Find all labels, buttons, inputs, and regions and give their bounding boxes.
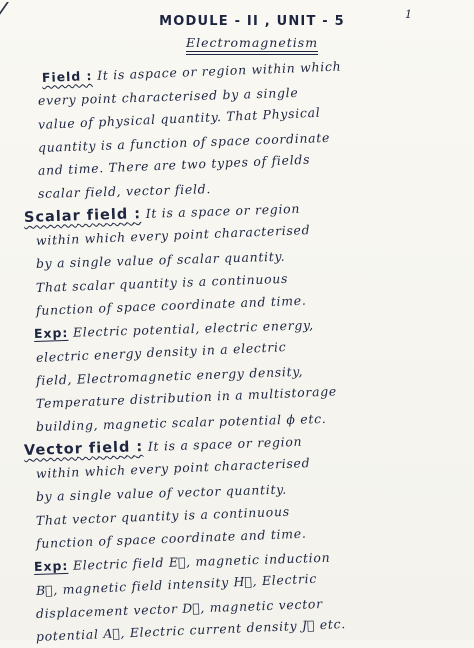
section-heading: Field : <box>41 68 93 85</box>
line-text: Temperature distribution in a multistorage <box>35 383 338 412</box>
line-text: That vector quantity is a continuous <box>35 503 291 528</box>
example-label: Exp: <box>33 325 69 342</box>
line-text: by a single value of vector quantity. <box>35 481 288 505</box>
line-text: every point characterised by a single <box>37 85 299 109</box>
line-text: It is a space or region <box>142 433 303 454</box>
line-text: function of space coordinate and time. <box>35 292 307 318</box>
page-number: 1 <box>405 8 412 21</box>
line-text: It is aspace or region within which <box>92 58 342 84</box>
section-heading: Scalar field : <box>23 205 142 226</box>
section-heading: Vector field : <box>23 438 144 459</box>
line-text: and time. There are two types of fields <box>37 151 311 179</box>
line-text: B⃗, magnetic field intensity H⃗, Electric <box>35 570 318 598</box>
line-text: It is a space or region <box>140 200 301 221</box>
line-text: scalar field, vector field. <box>37 181 212 202</box>
line-text: Electric field E⃗, magnetic induction <box>68 549 331 574</box>
line-text: by a single value of scalar quantity. <box>35 248 286 272</box>
line-text: electric energy density in a electric <box>35 338 287 365</box>
line-text: potential A⃗, Electric current density J⃗ etc. <box>35 616 347 645</box>
line-text: That scalar quantity is a continuous <box>35 270 289 295</box>
line-text: building, magnetic scalar potential ϕ etc. <box>35 411 327 435</box>
page-header <box>0 10 474 52</box>
line-text: Electric potential, electric energy, <box>68 317 315 341</box>
example-label: Exp: <box>33 558 69 575</box>
line-text: field, Electromagnetic energy density, <box>35 363 304 388</box>
module-title: MODULE - II , UNIT - 5 <box>159 14 345 29</box>
line-text: value of physical quantity. That Physical <box>37 104 321 132</box>
line-text: quantity is a function of space coordinate <box>37 129 331 155</box>
notes-body <box>23 58 458 648</box>
line-text: displacement vector D⃗, magnetic vector <box>35 595 324 621</box>
line-text: within which every point characterised <box>35 222 311 249</box>
topic-title: Electromagnetism <box>185 35 319 50</box>
line-text: within which every point characterised <box>35 455 311 482</box>
line-text: function of space coordinate and time. <box>35 525 307 551</box>
